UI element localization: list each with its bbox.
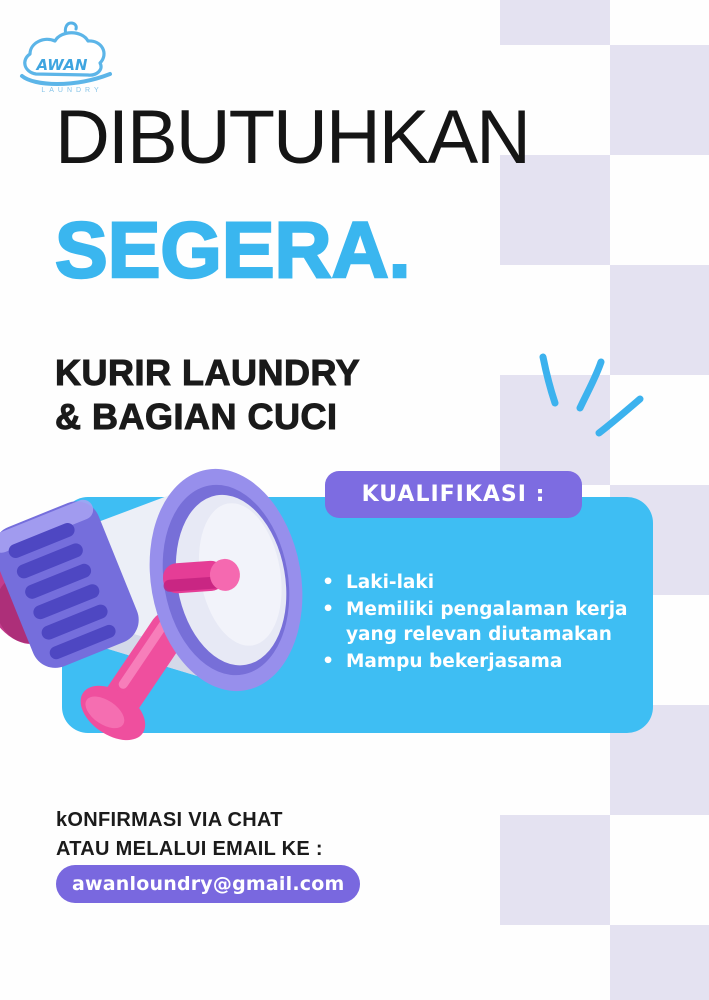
qualification-item: • Laki-laki bbox=[318, 570, 628, 596]
job-title-line1: KURIR LAUNDRY bbox=[55, 352, 361, 393]
headline-segera: SEGERA. bbox=[55, 205, 411, 294]
logo-brand-text: AWAN bbox=[36, 56, 88, 74]
job-title-line2: & BAGIAN CUCI bbox=[55, 396, 338, 437]
job-title bbox=[55, 351, 360, 439]
laundry-brand-logo bbox=[14, 18, 118, 100]
email-button[interactable] bbox=[56, 865, 360, 903]
email-address: awanloundry@gmail.com bbox=[72, 873, 345, 895]
contact-line1: kONFIRMASI VIA CHAT bbox=[56, 809, 283, 831]
emphasis-strokes-icon bbox=[530, 345, 655, 445]
megaphone-icon bbox=[0, 462, 307, 764]
headline-dibutuhkan: DIBUTUHKAN bbox=[55, 95, 530, 180]
checker-square bbox=[610, 45, 709, 155]
checker-square bbox=[610, 925, 709, 1000]
checker-square bbox=[500, 0, 610, 45]
contact-line2: ATAU MELALUI EMAIL KE : bbox=[56, 838, 323, 860]
qualifications-badge bbox=[325, 471, 582, 518]
qualification-item: • Mampu bekerjasama bbox=[318, 649, 628, 675]
checker-square bbox=[500, 815, 610, 925]
qualification-item: • Memiliki pengalaman kerja yang relevan diutamakan bbox=[318, 597, 628, 648]
qualifications-list bbox=[318, 570, 628, 675]
contact-info bbox=[56, 806, 323, 864]
logo-tagline-text: LAUNDRY bbox=[41, 87, 103, 94]
qualifications-badge-label: KUALIFIKASI : bbox=[361, 482, 546, 507]
